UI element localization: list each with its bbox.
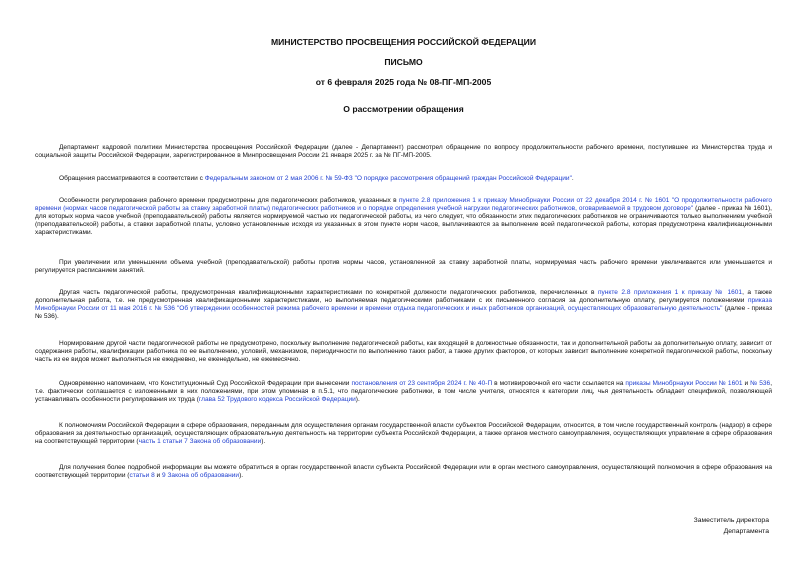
paragraph-text: (далее - приказ № 536).	[35, 305, 772, 321]
paragraph-7	[35, 380, 772, 404]
document-type: ПИСЬМО	[384, 57, 423, 67]
paragraph-text: и	[742, 380, 751, 387]
link-education-law-art9[interactable]: 9 Закона об образовании	[162, 472, 240, 480]
document-subject: О рассмотрении обращения	[343, 104, 464, 114]
link-order-536[interactable]: приказа Минобрнауки России от 11 мая 2016 г. № 536 "Об утверждении особенностей режима рабочего времени и времени отдыха педагогических и иных работников организаций, осуществляющих образовательную деятельность"	[35, 297, 772, 313]
paragraph-text: ).	[355, 396, 360, 404]
paragraph-3	[35, 197, 772, 237]
link-education-law-art7[interactable]: часть 1 статьи 7 Закона об образовании	[138, 438, 262, 446]
paragraph-text: Нормирование другой части педагогической работы не предусмотрено, поскольку выполнение педагогической работы, как входящей в должностные обязанности, так и дополнительной работы за дополнительную оплату, зависит от содержания работы, квалификации работника по ее выполнению, условий, механизмов, периодичности по выполнению таких работ, а также других факторов, от которых зависит выполнение конкретной педагогической работы, поскольку часть из ее видов может выполняться не ежедневно, не еженедельно, не ежемесячно.	[35, 340, 772, 364]
paragraph-4	[35, 259, 772, 275]
paragraph-text: К полномочиям Российской Федерации в сфере образования, переданным для осуществления органам государственной власти субъектов Российской Федерации, относится, в том числе государственный контроль (надзор) в сфере образования за деятельностью организаций, осуществляющих образовательную деятельность на территории субъекта Российской Федерации, а также органов местного самоуправления, осуществляющих управление в сфере образования на соответствующей территории (	[35, 422, 772, 446]
paragraph-text: (далее - приказ № 1601), для которых норма часов учебной (преподавательской) работы является нормируемой частью их педагогической работы, из чего следует, что обязанности этих педагогических работников не ограничиваются только выполнением учебной (преподавательской) работы, а ставки заработной платы, условно установленные исходя из указанных в этом пункте норм часов, выплачиваются за выполнение всей педагогической работы, которая предусмотрена квалификационными характеристиками.	[35, 205, 772, 237]
paragraph-text: Особенности регулирования рабочего времени предусмотрены для педагогических работников, указанных в	[59, 197, 399, 204]
paragraph-text: ).	[261, 438, 266, 446]
link-order-1601-item[interactable]: пункте 2.8 приложения 1 к приказу № 1601	[597, 289, 743, 296]
paragraph-text: Другая часть педагогической работы, предусмотренная квалификационными характеристиками по конкретной должности педагогических работников, перечисленных в	[59, 289, 598, 296]
link-resolution-40p[interactable]: постановления от 23 сентября 2024 г. № 40-П	[351, 380, 493, 387]
link-education-law-art8[interactable]: статьи 8	[129, 472, 155, 480]
paragraph-8	[35, 422, 772, 446]
paragraph-text: , т.е. фактически соглашается с изложенными в них положениями, при этом упоминая в п.5.1, что педагогические работники, в том числе учителя, относятся к категории лиц, чья деятельность обладает спецификой, позволяющей устанавливать особенности регулирования их труда (	[35, 380, 773, 404]
paragraph-text: и	[154, 472, 163, 480]
link-order-1601-item-2-8[interactable]: пункте 2.8 приложения 1 к приказу Минобрнауки России от 22 декабря 2014 г. № 1601 "О продолжительности рабочего времени (нормах часов педагогической работы за ставку заработной платы) педагогических работников и о порядке определения учебной нагрузки педагогических работников, оговариваемой в трудовом договоре"	[35, 197, 772, 213]
signature-title: Заместитель директора	[693, 517, 769, 524]
signature-department: Департамента	[723, 528, 769, 535]
ministry-heading: МИНИСТЕРСТВО ПРОСВЕЩЕНИЯ РОССИЙСКОЙ ФЕДЕРАЦИИ	[270, 37, 537, 47]
link-orders-1601[interactable]: приказы Минобрнауки России № 1601	[625, 380, 743, 387]
paragraph-text: , а также дополнительная работа, т.е. не предусмотренная квалификационными характеристиками, но выполняемая педагогическими работниками с их письменного согласия за дополнительную оплату, регулируется положениями	[35, 289, 772, 305]
paragraph-text: При увеличении или уменьшении объема учебной (преподавательской) работы против нормы часов, установленной за ставку заработной платы, нормируемая часть рабочего времени увеличивается или уменьшается и регулируется расписанием занятий.	[35, 259, 772, 275]
paragraph-text: Департамент кадровой политики Министерства просвещения Российской Федерации (далее - Департамент) рассмотрел обращение по вопросу продолжительности рабочего времени, поступившее из Министерства труда и социальной защиты Российской Федерации, зарегистрированное в Минпросвещения России 21 января 2025 г. за № ПГ-МП-2005.	[35, 144, 772, 160]
paragraph-2	[35, 175, 772, 183]
paragraph-6	[35, 340, 772, 364]
paragraph-text: в мотивировочной его части ссылается на	[492, 380, 626, 387]
paragraph-text: Одновременно напоминаем, что Конституционный Суд Российской Федерации при вынесении	[59, 380, 352, 387]
paragraph-5	[35, 289, 772, 321]
paragraph-text: ).	[239, 472, 244, 480]
link-federal-law-59[interactable]: Федеральным законом от 2 мая 2006 г. № 59-ФЗ "О порядке рассмотрения обращений граждан Российской Федерации"	[204, 175, 572, 182]
paragraph-text: .	[571, 175, 574, 182]
paragraph-1	[35, 144, 772, 160]
paragraph-text: Обращения рассматриваются в соответствии с	[59, 175, 205, 182]
document-date-number: от 6 февраля 2025 года № 08-ПГ-МП-2005	[315, 77, 492, 87]
paragraph-9	[35, 464, 772, 480]
paragraph-text: Для получения более подробной информации вы можете обратиться в орган государственной власти субъекта Российской Федерации или в орган местного самоуправления, осуществляющий полномочия в сфере образования на соответствующей территории (	[35, 464, 772, 480]
link-labor-code-ch52[interactable]: глава 52 Трудового кодекса Российской Федерации	[198, 396, 356, 404]
link-order-536-short[interactable]: № 536	[750, 380, 771, 387]
